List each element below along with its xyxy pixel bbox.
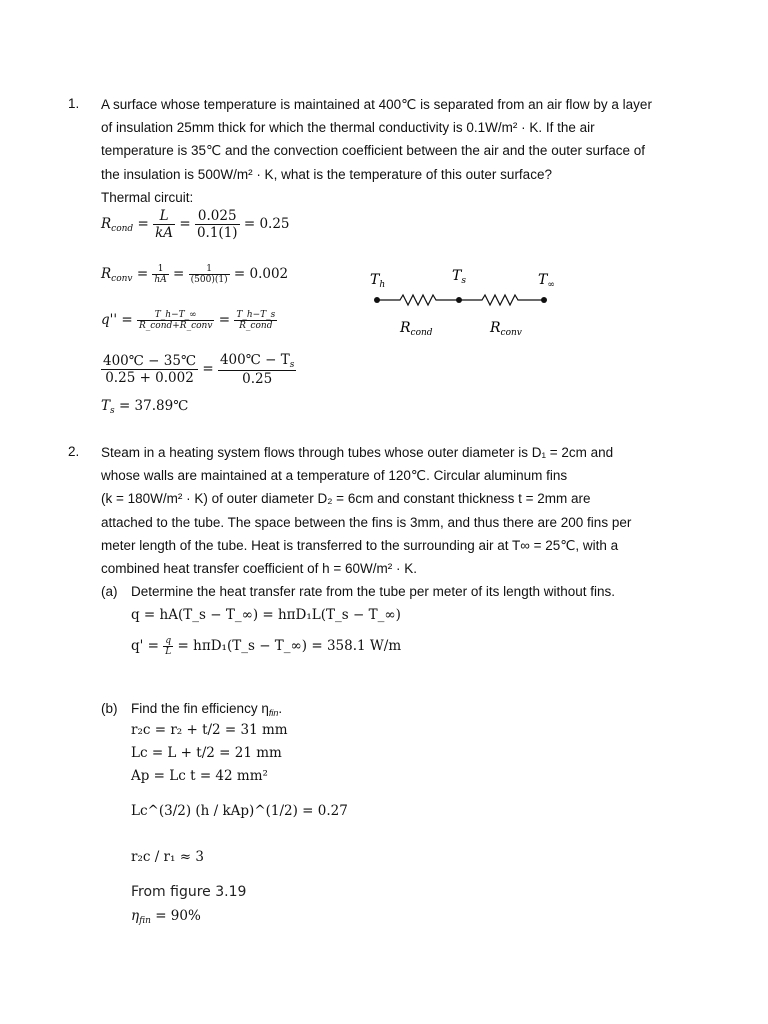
part-b-equation-4: Lc^(3/2) (h / kAp)^(1/2) = 0.27 bbox=[131, 803, 348, 819]
q-fraction-1: $\frac{T\_h-T\_\infty}{\text{R\_cond+R\_conv}}$ bbox=[138, 310, 213, 331]
part-b-equation-2: Lc = L + t/2 = 21 mm bbox=[131, 745, 282, 761]
thermal-circuit-diagram bbox=[366, 262, 566, 342]
surface-temperature-result: $T_s$ = 37.89℃ bbox=[101, 398, 189, 416]
problem-2-line: (k = 180W/m² · K) of outer diameter D₂ = 6cm and constant thickness t = 2mm are bbox=[101, 491, 591, 507]
heat-flux-equation: q'' = $\frac{T\_h-T\_\infty}{\text{R\_cond+R\_conv}}$ = $\frac{T\_h-T\_s}{\text{R\_cond}}$ bbox=[101, 310, 276, 331]
problem-1-statement bbox=[101, 93, 698, 209]
problem-2-line: meter length of the tube. Heat is transferred to the surrounding air at T∞ = 25℃, with a bbox=[101, 537, 619, 553]
numeric-equation: $\frac{400℃ - 35℃}{0.25 + 0.002}$ = $\frac{400℃ - T_s}{0.25}$ bbox=[103, 352, 295, 387]
part-a-label: (a) bbox=[101, 584, 118, 599]
problem-1-line: A surface whose temperature is maintained at 400℃ is separated from an air flow by a layer bbox=[101, 97, 652, 112]
part-a-equation-1: q = hA(T_s − T_∞) = hπD₁L(T_s − T_∞) bbox=[131, 607, 401, 623]
node-ts-label: $T_s$ bbox=[452, 268, 466, 286]
figure-reference-note: From figure 3.19 bbox=[131, 884, 247, 900]
part-b-equation-1: r₂c = r₂ + t/2 = 31 mm bbox=[131, 722, 288, 738]
part-b-equation-3: Ap = Lc t = 42 mm² bbox=[131, 768, 268, 784]
node-th-label: $T_h$ bbox=[370, 272, 386, 290]
part-b-equation-5: r₂c / r₁ ≈ 3 bbox=[131, 849, 204, 865]
q-per-length-fraction: $\frac{q}{L}$ bbox=[165, 636, 172, 657]
problem-1-line: of insulation 25mm thick for which the thermal conductivity is 0.1W/m² · K. If the air bbox=[101, 120, 595, 136]
rconv-equation: $R_{conv}$ = $\frac{1}{hA}$ = $\frac{1}{(500)(1)}$ = 0.002 bbox=[101, 264, 289, 285]
rcond-fraction-1: $\frac{L}{kA}$ bbox=[155, 208, 174, 241]
part-a-equation-2: q' = $\frac{q}{L}$ = hπD₁(T_s − T_∞) = 358.1 W/m bbox=[131, 636, 402, 657]
numeric-fraction-2: $\frac{400℃ - T_s}{0.25}$ bbox=[219, 352, 295, 387]
fin-efficiency-result: $\eta_{fin} = 90\%$ bbox=[131, 908, 201, 926]
problem-2-line: whose walls are maintained at a temperature of 120℃. Circular aluminum fins bbox=[101, 468, 568, 484]
problem-1-line: temperature is 35℃ and the convection coefficient between the air and the outer surface of bbox=[101, 143, 645, 159]
resistor-cond-label: $R_{cond}$ bbox=[400, 320, 433, 338]
rcond-fraction-2: $\frac{0.025}{0.1(1)}$ bbox=[196, 208, 238, 241]
problem-1-number: 1. bbox=[68, 96, 80, 111]
numeric-fraction-1: $\frac{400℃ - 35℃}{0.25 + 0.002}$ bbox=[103, 353, 197, 386]
resistor-cond bbox=[377, 295, 459, 305]
part-a-text: Determine the heat transfer rate from the tube per meter of its length without fins. bbox=[131, 584, 615, 599]
problem-2-number: 2. bbox=[68, 444, 80, 459]
q-fraction-2: $\frac{T\_h-T\_s}{\text{R\_cond}}$ bbox=[236, 310, 276, 331]
problem-2-line: attached to the tube. The space between the fins is 3mm, and thus there are 200 fins per bbox=[101, 514, 632, 530]
problem-1-line: the insulation is 500W/m² · K, what is the temperature of this outer surface? bbox=[101, 166, 552, 182]
resistor-conv bbox=[459, 295, 544, 305]
thermal-circuit-label: Thermal circuit: bbox=[101, 189, 194, 205]
part-b-label: (b) bbox=[101, 701, 118, 716]
problem-2-line: combined heat transfer coefficient of h = 60W/m² · K. bbox=[101, 561, 418, 577]
resistor-conv-label: $R_{conv}$ bbox=[490, 320, 522, 338]
problem-2-statement bbox=[101, 441, 698, 580]
problem-2-line: Steam in a heating system flows through tubes whose outer diameter is D₁ = 2cm and bbox=[101, 445, 614, 460]
rconv-fraction-2: $\frac{1}{(500)(1)}$ bbox=[190, 264, 228, 285]
rconv-fraction-1: $\frac{1}{hA}$ bbox=[154, 264, 167, 285]
rcond-equation: $R_{cond}$ = $\frac{L}{kA}$ = $\frac{0.025}{0.1(1)}$ = 0.25 bbox=[101, 208, 290, 241]
node-tinf-label: $T_\infty$ bbox=[538, 272, 555, 290]
part-b-text: Find the fin efficiency $\eta_{fin}$. bbox=[131, 701, 283, 718]
